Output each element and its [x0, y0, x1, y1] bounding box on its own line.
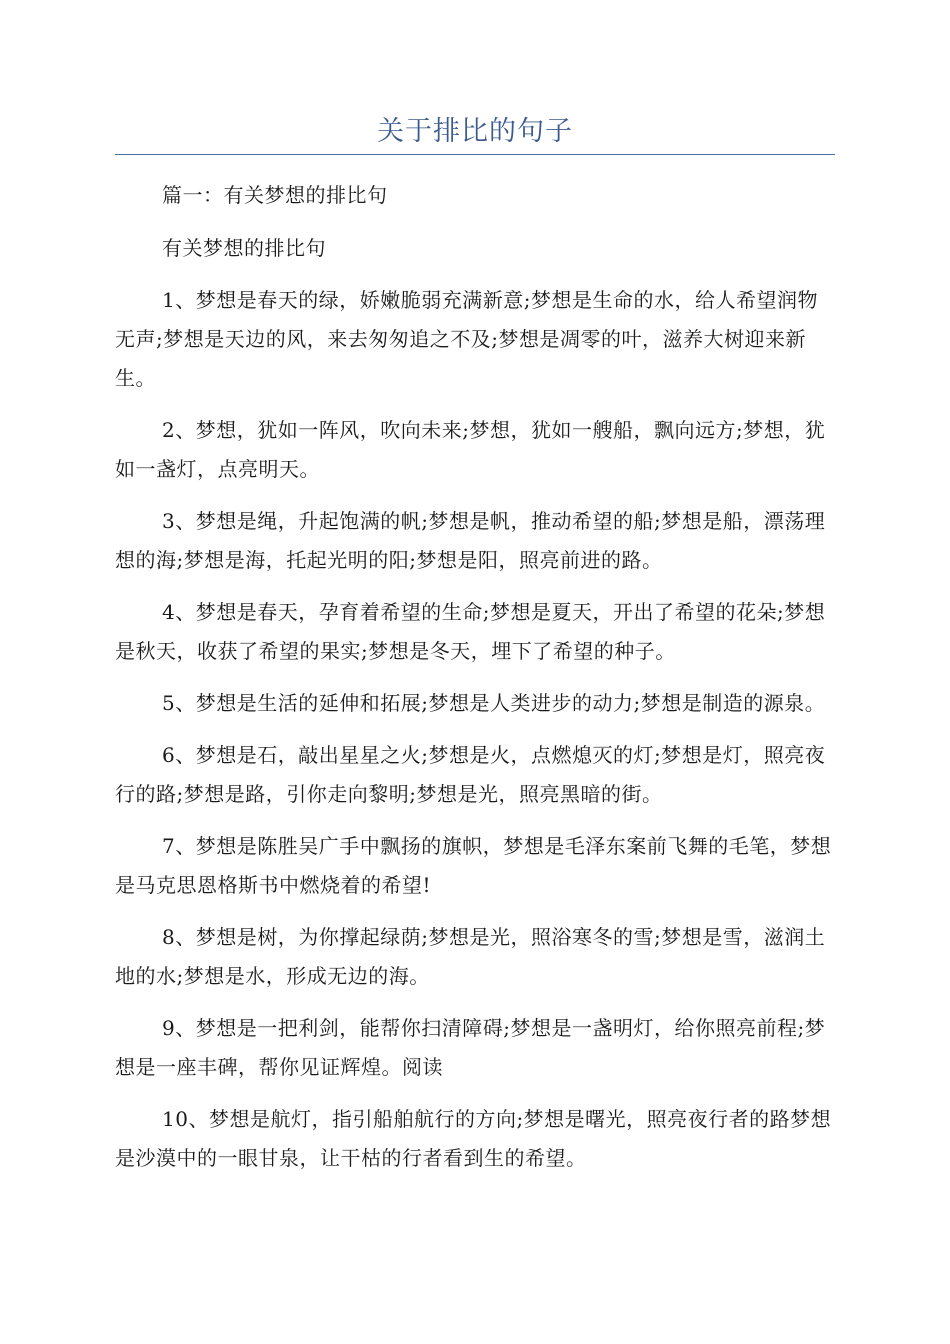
paragraph: 6、梦想是石，敲出星星之火;梦想是火，点燃熄灭的灯;梦想是灯，照亮夜行的路;梦想是路，引你走向黎明;梦想是光，照亮黑暗的街。: [115, 743, 826, 806]
subheading: 有关梦想的排比句: [162, 236, 326, 260]
paragraph: 1、梦想是春天的绿，娇嫩脆弱充满新意;梦想是生命的水，给人希望润物无声;梦想是天边的风，来去匆匆追之不及;梦想是凋零的叶，滋养大树迎来新生。: [115, 288, 818, 390]
paragraph: 9、梦想是一把利剑，能帮你扫清障碍;梦想是一盏明灯，给你照亮前程;梦想是一座丰碑，帮你见证辉煌。阅读: [115, 1016, 826, 1079]
paragraph: 3、梦想是绳，升起饱满的帆;梦想是帆，推动希望的船;梦想是船，漂荡理想的海;梦想是海，托起光明的阳;梦想是阳，照亮前进的路。: [115, 509, 826, 572]
title-underline: [115, 154, 835, 155]
paragraph: 8、梦想是树，为你撑起绿荫;梦想是光，照浴寒冬的雪;梦想是雪，滋润土地的水;梦想是水，形成无边的海。: [115, 925, 826, 988]
paragraph: 4、梦想是春天，孕育着希望的生命;梦想是夏天，开出了希望的花朵;梦想是秋天，收获了希望的果实;梦想是冬天，埋下了希望的种子。: [115, 600, 826, 663]
page-title: 关于排比的句子: [377, 116, 573, 147]
document-body: [115, 176, 835, 1178]
section-heading: 篇一：有关梦想的排比句: [162, 183, 388, 207]
paragraph: 10、梦想是航灯，指引船舶航行的方向;梦想是曙光，照亮夜行者的路梦想是沙漠中的一眼甘泉，让干枯的行者看到生的希望。: [115, 1107, 832, 1170]
paragraph: 2、梦想，犹如一阵风，吹向未来;梦想，犹如一艘船，飘向远方;梦想，犹如一盏灯，点亮明天。: [115, 418, 826, 481]
paragraph: 5、梦想是生活的延伸和拓展;梦想是人类进步的动力;梦想是制造的源泉。: [162, 691, 826, 715]
paragraph: 7、梦想是陈胜吴广手中飘扬的旗帜，梦想是毛泽东案前飞舞的毛笔，梦想是马克思恩格斯书中燃烧着的希望!: [115, 834, 832, 897]
